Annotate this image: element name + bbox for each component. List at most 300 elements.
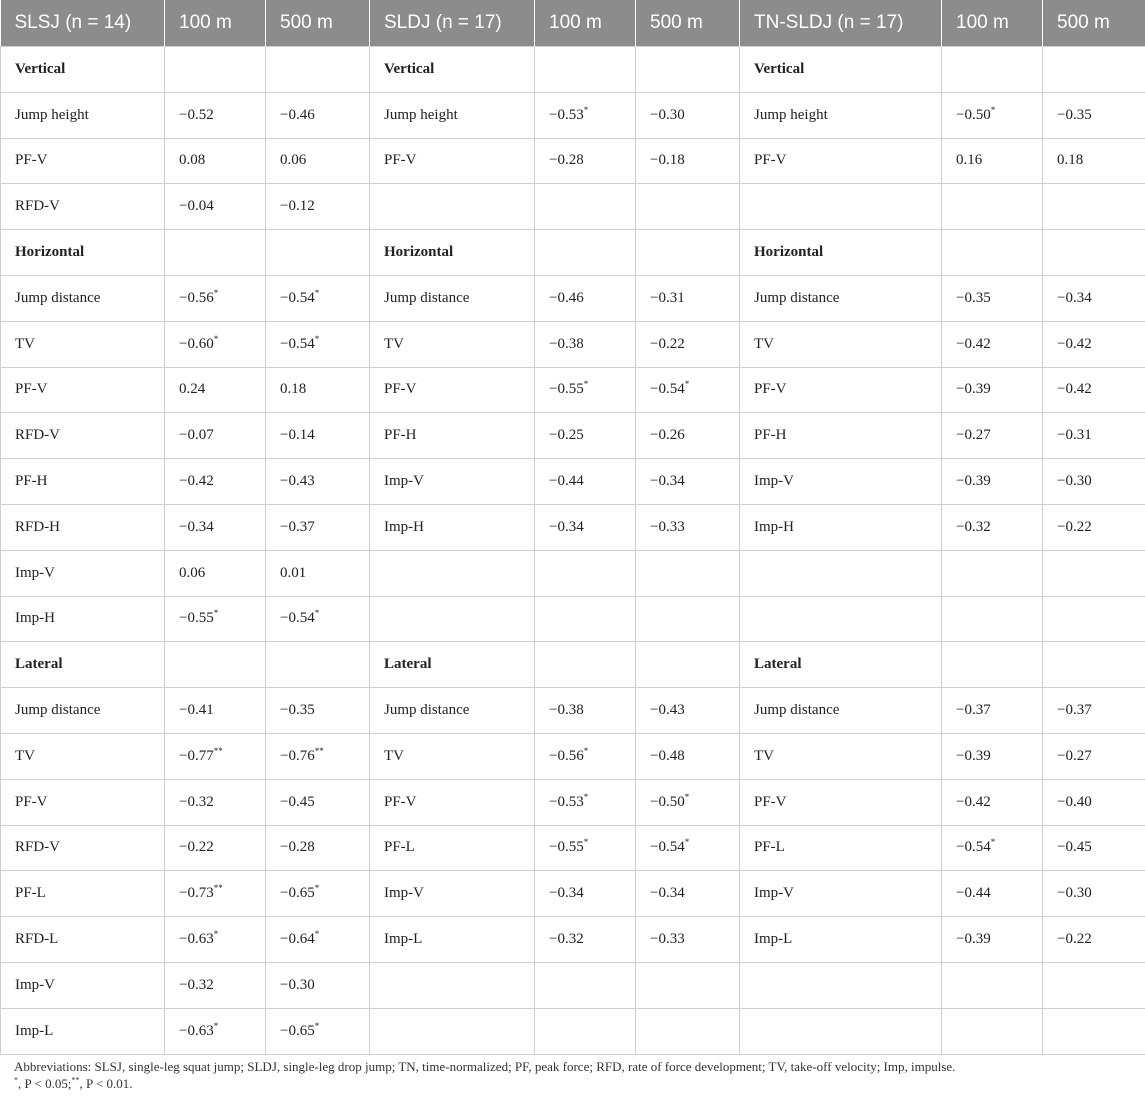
table-cell — [1, 917, 165, 963]
cell-text: −0.30 — [1057, 473, 1092, 490]
cell-text: −0.26 — [650, 427, 685, 444]
section-label-cell — [740, 642, 942, 688]
table-cell — [370, 321, 535, 367]
cell-text: Horizontal — [15, 244, 85, 261]
cell-text: −0.34 — [549, 885, 584, 902]
cell-text: Vertical — [754, 60, 805, 77]
table-row — [1, 825, 1145, 871]
cell-text: −0.04 — [179, 198, 214, 215]
cell-text: TV — [754, 335, 774, 352]
table-cell — [1, 688, 165, 734]
significance-marker: ** — [213, 745, 223, 756]
significance-marker: * — [213, 333, 219, 344]
table-cell — [165, 917, 266, 963]
table-cell — [1043, 779, 1145, 825]
cell-text: Imp-L — [384, 931, 423, 948]
cell-text: −0.38 — [549, 702, 584, 719]
column-header: 500 m — [1043, 0, 1145, 47]
cell-text: −0.45 — [1057, 839, 1092, 856]
cell-text: −0.55 — [179, 610, 214, 627]
table-cell — [740, 321, 942, 367]
table-cell — [535, 47, 636, 93]
cell-text: −0.43 — [280, 473, 315, 490]
cell-text: −0.34 — [1057, 289, 1092, 306]
cell-text: −0.34 — [650, 885, 685, 902]
cell-text: Horizontal — [384, 244, 454, 261]
section-label-cell — [1, 230, 165, 276]
cell-text: −0.55 — [549, 381, 584, 398]
table-cell — [165, 504, 266, 550]
table-cell — [1043, 688, 1145, 734]
table-cell — [165, 642, 266, 688]
sig-text-1: , P < 0.05; — [18, 1076, 72, 1091]
cell-text: 0.01 — [280, 564, 307, 581]
section-label-cell — [370, 47, 535, 93]
cell-text: −0.45 — [280, 793, 315, 810]
table-cell — [535, 321, 636, 367]
cell-text: −0.73 — [179, 885, 214, 902]
table-cell — [636, 230, 740, 276]
table-cell — [1, 184, 165, 230]
table-cell — [1043, 275, 1145, 321]
table-cell — [370, 138, 535, 184]
cell-text: Jump height — [15, 106, 89, 123]
significance-marker: ** — [314, 745, 324, 756]
table-row — [1, 550, 1145, 596]
table-cell — [535, 413, 636, 459]
table-cell — [942, 504, 1043, 550]
cell-text: −0.22 — [1057, 931, 1092, 948]
table-cell — [370, 596, 535, 642]
cell-text: 0.24 — [179, 381, 206, 398]
cell-text: −0.14 — [280, 427, 315, 444]
significance-marker: * — [990, 104, 996, 115]
table-cell — [942, 917, 1043, 963]
table-row — [1, 47, 1145, 93]
table-footnotes — [14, 1058, 955, 1092]
table-row — [1, 779, 1145, 825]
cell-text: −0.48 — [650, 747, 685, 764]
table-cell — [740, 550, 942, 596]
table-cell — [1043, 47, 1145, 93]
table-cell — [266, 1008, 370, 1054]
table-cell — [266, 596, 370, 642]
cell-text: Imp-L — [754, 931, 793, 948]
cell-text: Imp-V — [754, 473, 794, 490]
table-cell — [636, 825, 740, 871]
table-cell — [1043, 962, 1145, 1008]
cell-text: −0.07 — [179, 427, 214, 444]
table-cell — [942, 779, 1043, 825]
table-cell — [1, 962, 165, 1008]
cell-text: −0.55 — [549, 839, 584, 856]
table-cell — [636, 642, 740, 688]
table-cell — [1, 779, 165, 825]
cell-text: −0.53 — [549, 793, 584, 810]
table-cell — [370, 92, 535, 138]
table-cell — [1043, 550, 1145, 596]
table-cell — [1, 550, 165, 596]
significance-marker: * — [314, 929, 320, 940]
cell-text: −0.42 — [1057, 335, 1092, 352]
table-cell — [1043, 459, 1145, 505]
table-cell — [1, 733, 165, 779]
table-body — [1, 47, 1145, 1055]
cell-text: TV — [384, 335, 404, 352]
table-cell — [266, 184, 370, 230]
table-cell — [740, 825, 942, 871]
table-cell — [165, 92, 266, 138]
cell-text: PF-L — [384, 839, 415, 856]
sig-mark-1: * — [14, 1075, 18, 1085]
cell-text: RFD-L — [15, 931, 59, 948]
table-row — [1, 138, 1145, 184]
column-header: SLDJ (n = 17) — [370, 0, 535, 47]
cell-text: −0.54 — [650, 381, 685, 398]
table-cell — [942, 184, 1043, 230]
table-cell — [740, 779, 942, 825]
table-cell — [740, 413, 942, 459]
cell-text: −0.39 — [956, 381, 991, 398]
cell-text: −0.31 — [1057, 427, 1092, 444]
table-cell — [1043, 917, 1145, 963]
table-cell — [266, 962, 370, 1008]
table-cell — [942, 367, 1043, 413]
section-label-cell — [740, 47, 942, 93]
table-cell — [942, 230, 1043, 276]
cell-text: PF-V — [15, 152, 48, 169]
table-cell — [740, 504, 942, 550]
table-row — [1, 184, 1145, 230]
cell-text: Lateral — [754, 656, 802, 673]
section-label-cell — [740, 230, 942, 276]
table-cell — [266, 275, 370, 321]
cell-text: −0.54 — [280, 289, 315, 306]
table-cell — [942, 642, 1043, 688]
table-cell — [942, 275, 1043, 321]
table-cell — [370, 504, 535, 550]
table-cell — [1043, 138, 1145, 184]
table-cell — [1, 1008, 165, 1054]
cell-text: −0.34 — [650, 473, 685, 490]
table-cell — [1, 504, 165, 550]
cell-text: Jump distance — [15, 702, 101, 719]
table-row — [1, 459, 1145, 505]
table-row — [1, 230, 1145, 276]
cell-text: −0.31 — [650, 289, 685, 306]
table-row — [1, 596, 1145, 642]
cell-text: TV — [384, 747, 404, 764]
cell-text: −0.34 — [179, 518, 214, 535]
cell-text: −0.54 — [280, 335, 315, 352]
table-cell — [740, 92, 942, 138]
cell-text: −0.65 — [280, 885, 315, 902]
cell-text: −0.35 — [956, 289, 991, 306]
table-cell — [535, 733, 636, 779]
table-cell — [942, 688, 1043, 734]
significance-marker: * — [684, 791, 690, 802]
column-header: 100 m — [165, 0, 266, 47]
table-cell — [1043, 504, 1145, 550]
table-cell — [370, 413, 535, 459]
cell-text: −0.12 — [280, 198, 315, 215]
table-cell — [370, 779, 535, 825]
sig-mark-2: ** — [71, 1075, 80, 1085]
cell-text: −0.50 — [956, 106, 991, 123]
table-cell — [942, 596, 1043, 642]
cell-text: −0.76 — [280, 747, 315, 764]
table-cell — [1043, 1008, 1145, 1054]
cell-text: Jump distance — [15, 289, 101, 306]
table-cell — [165, 275, 266, 321]
table-cell — [1043, 92, 1145, 138]
significance-marker: * — [213, 1020, 219, 1031]
table-cell — [165, 184, 266, 230]
cell-text: −0.32 — [179, 793, 214, 810]
cell-text: −0.42 — [1057, 381, 1092, 398]
cell-text: Imp-V — [384, 885, 424, 902]
cell-text: −0.28 — [280, 839, 315, 856]
significance-marker: * — [990, 837, 996, 848]
table-cell — [1, 596, 165, 642]
cell-text: Vertical — [15, 60, 66, 77]
table-cell — [370, 962, 535, 1008]
table-cell — [165, 138, 266, 184]
cell-text: −0.42 — [956, 793, 991, 810]
table-cell — [942, 733, 1043, 779]
cell-text: Imp-H — [15, 610, 55, 627]
table-cell — [535, 504, 636, 550]
cell-text: −0.46 — [280, 106, 315, 123]
cell-text: −0.22 — [650, 335, 685, 352]
table-cell — [942, 825, 1043, 871]
significance-note — [14, 1075, 955, 1092]
table-cell — [370, 184, 535, 230]
cell-text: PF-L — [754, 839, 785, 856]
cell-text: Lateral — [384, 656, 432, 673]
cell-text: −0.42 — [179, 473, 214, 490]
cell-text: −0.65 — [280, 1022, 315, 1039]
cell-text: −0.40 — [1057, 793, 1092, 810]
table-cell — [266, 642, 370, 688]
table-cell — [165, 459, 266, 505]
table-cell — [942, 962, 1043, 1008]
table-cell — [740, 275, 942, 321]
table-cell — [535, 367, 636, 413]
cell-text: PF-V — [15, 793, 48, 810]
table-cell — [636, 184, 740, 230]
table-cell — [1043, 733, 1145, 779]
cell-text: PF-V — [15, 381, 48, 398]
table-cell — [1, 367, 165, 413]
cell-text: −0.27 — [1057, 747, 1092, 764]
cell-text: PF-V — [384, 152, 417, 169]
table-cell — [942, 871, 1043, 917]
table-cell — [370, 733, 535, 779]
cell-text: −0.41 — [179, 702, 214, 719]
table-cell — [165, 779, 266, 825]
cell-text: −0.37 — [956, 702, 991, 719]
table-cell — [1, 459, 165, 505]
cell-text: Imp-V — [754, 885, 794, 902]
significance-marker: * — [213, 287, 219, 298]
table-cell — [1043, 230, 1145, 276]
table-cell — [1043, 184, 1145, 230]
cell-text: −0.30 — [650, 106, 685, 123]
table-cell — [266, 917, 370, 963]
cell-text: PF-H — [384, 427, 417, 444]
table-row — [1, 871, 1145, 917]
cell-text: −0.64 — [280, 931, 315, 948]
table-cell — [636, 92, 740, 138]
cell-text: RFD-V — [15, 839, 61, 856]
table-cell — [535, 1008, 636, 1054]
table-cell — [636, 413, 740, 459]
cell-text: PF-V — [384, 793, 417, 810]
table-cell — [165, 733, 266, 779]
cell-text: −0.27 — [956, 427, 991, 444]
significance-marker: * — [684, 379, 690, 390]
cell-text: −0.39 — [956, 473, 991, 490]
table-cell — [535, 184, 636, 230]
cell-text: −0.28 — [549, 152, 584, 169]
table-cell — [370, 1008, 535, 1054]
table-header-row — [1, 0, 1145, 47]
table-cell — [636, 459, 740, 505]
significance-marker: * — [213, 608, 219, 619]
table-row — [1, 92, 1145, 138]
cell-text: TV — [15, 747, 35, 764]
section-label-cell — [1, 642, 165, 688]
table-cell — [942, 321, 1043, 367]
significance-marker: * — [583, 379, 589, 390]
table-cell — [942, 413, 1043, 459]
table-row — [1, 688, 1145, 734]
cell-text: PF-V — [384, 381, 417, 398]
cell-text: Imp-H — [754, 518, 794, 535]
cell-text: −0.37 — [1057, 702, 1092, 719]
table-cell — [266, 47, 370, 93]
table-cell — [165, 596, 266, 642]
table-cell — [636, 321, 740, 367]
table-cell — [266, 825, 370, 871]
significance-marker: * — [314, 333, 320, 344]
table-cell — [535, 275, 636, 321]
table-cell — [636, 871, 740, 917]
table-cell — [1043, 367, 1145, 413]
table-cell — [740, 1008, 942, 1054]
table-cell — [535, 596, 636, 642]
significance-marker: * — [583, 837, 589, 848]
table-cell — [266, 138, 370, 184]
cell-text: −0.52 — [179, 106, 214, 123]
significance-marker: * — [314, 608, 320, 619]
table-row — [1, 275, 1145, 321]
significance-marker: * — [314, 1020, 320, 1031]
table-cell — [740, 138, 942, 184]
table-cell — [370, 917, 535, 963]
table-cell — [1, 138, 165, 184]
table-cell — [636, 917, 740, 963]
table-cell — [942, 92, 1043, 138]
table-cell — [266, 321, 370, 367]
cell-text: TV — [15, 335, 35, 352]
cell-text: −0.33 — [650, 518, 685, 535]
table-cell — [165, 47, 266, 93]
cell-text: −0.32 — [179, 976, 214, 993]
cell-text: −0.37 — [280, 518, 315, 535]
sig-text-2: , P < 0.01. — [79, 1076, 133, 1091]
cell-text: −0.39 — [956, 931, 991, 948]
cell-text: −0.43 — [650, 702, 685, 719]
table-cell — [1, 413, 165, 459]
significance-marker: * — [583, 791, 589, 802]
table-cell — [370, 825, 535, 871]
cell-text: Lateral — [15, 656, 63, 673]
table-cell — [636, 1008, 740, 1054]
column-header: TN-SLDJ (n = 17) — [740, 0, 942, 47]
cell-text: RFD-V — [15, 427, 61, 444]
section-label-cell — [370, 642, 535, 688]
table-cell — [636, 275, 740, 321]
table-cell — [266, 230, 370, 276]
table-cell — [535, 550, 636, 596]
table-cell — [266, 688, 370, 734]
table-cell — [370, 871, 535, 917]
table-cell — [370, 275, 535, 321]
table-cell — [165, 321, 266, 367]
table-cell — [165, 962, 266, 1008]
cell-text: −0.56 — [179, 289, 214, 306]
column-header: 100 m — [535, 0, 636, 47]
table-cell — [740, 459, 942, 505]
table-cell — [636, 779, 740, 825]
cell-text: −0.53 — [549, 106, 584, 123]
cell-text: −0.39 — [956, 747, 991, 764]
table-cell — [636, 138, 740, 184]
table-cell — [535, 825, 636, 871]
table-cell — [942, 550, 1043, 596]
table-cell — [266, 367, 370, 413]
cell-text: Imp-V — [384, 473, 424, 490]
table-cell — [535, 230, 636, 276]
cell-text: −0.54 — [956, 839, 991, 856]
cell-text: PF-V — [754, 152, 787, 169]
table-cell — [266, 779, 370, 825]
table-cell — [165, 1008, 266, 1054]
table-cell — [1043, 413, 1145, 459]
table-cell — [266, 459, 370, 505]
cell-text: −0.42 — [956, 335, 991, 352]
cell-text: −0.32 — [956, 518, 991, 535]
table-cell — [942, 138, 1043, 184]
table-row — [1, 642, 1145, 688]
cell-text: −0.35 — [1057, 106, 1092, 123]
cell-text: −0.22 — [179, 839, 214, 856]
column-header: 500 m — [636, 0, 740, 47]
table-cell — [535, 871, 636, 917]
cell-text: −0.30 — [280, 976, 315, 993]
cell-text: −0.30 — [1057, 885, 1092, 902]
table-cell — [942, 459, 1043, 505]
cell-text: −0.60 — [179, 335, 214, 352]
table-cell — [165, 367, 266, 413]
table-cell — [266, 871, 370, 917]
table-cell — [636, 504, 740, 550]
cell-text: PF-V — [754, 381, 787, 398]
significance-marker: * — [314, 883, 320, 894]
cell-text: −0.63 — [179, 1022, 214, 1039]
